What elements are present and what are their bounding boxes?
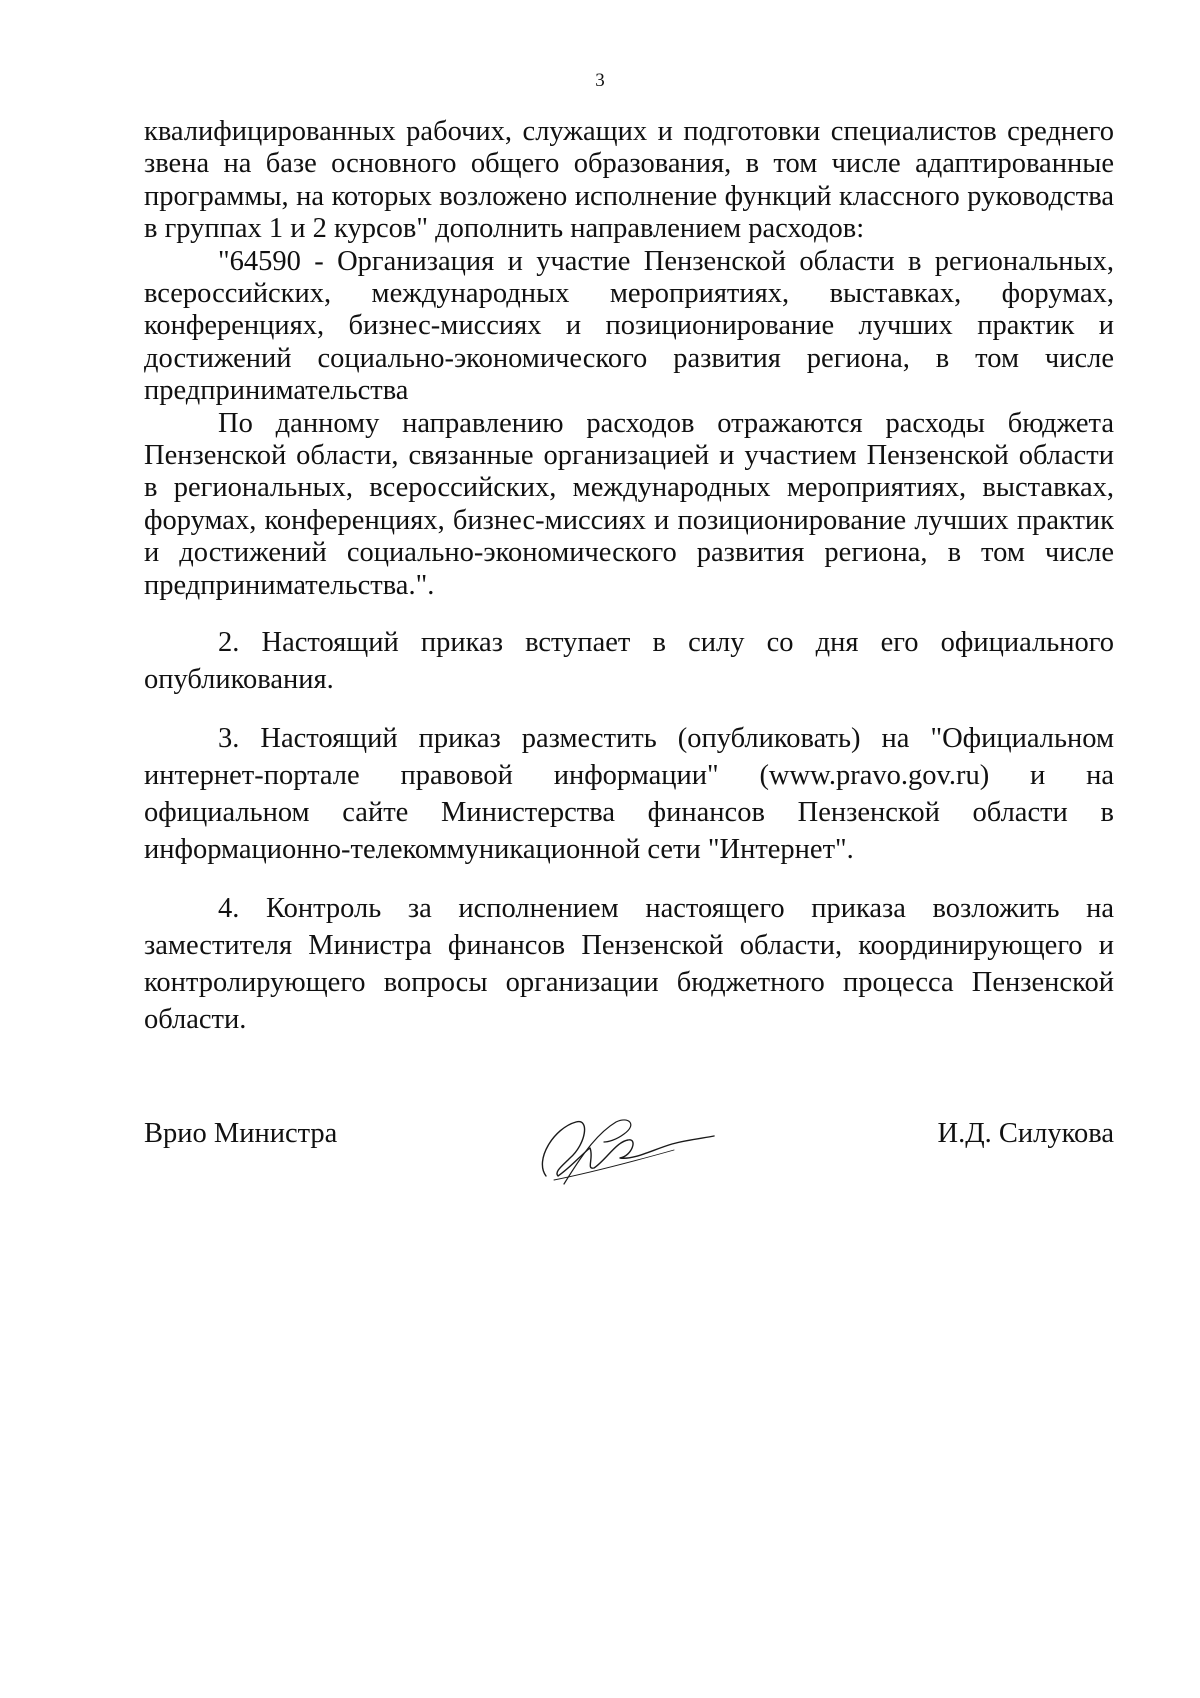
paragraph-item-2: 2. Настоящий приказ вступает в силу со дня его официального опубликования. — [144, 627, 1114, 696]
page-number: 3 — [595, 70, 605, 91]
paragraph-expense-description: По данному направлению расходов отражаются расходы бюджета Пензенской области, связанные организацией и участием Пензенской области в региональных, всероссийских, международных мероприятиях, выставках, форумах, конференциях, бизнес-миссиях и позиционирование лучших практик и достижений социально-экономического развития региона, в том числе предпринимательства.". — [144, 407, 1114, 601]
paragraph-expense-code: "64590 - Организация и участие Пензенской области в региональных, всероссийских, международных мероприятиях, выставках, форумах, конференциях, бизнес-миссиях и позиционирование лучших практик и достижений социально-экономического развития региона, в том числе предпринимательства — [144, 245, 1114, 407]
signature-block — [144, 1118, 1114, 1198]
paragraph-item-4: 4. Контроль за исполнением настоящего приказа возложить на заместителя Министра финансов Пензенской области, координирующего и контролирующего вопросы организации бюджетного процесса Пензенской области. — [144, 893, 1114, 1036]
signatory-name: И.Д. Силукова — [937, 1118, 1114, 1149]
signatory-position: Врио Министра — [144, 1118, 338, 1149]
handwritten-signature — [524, 1098, 724, 1198]
paragraph-item-3: 3. Настоящий приказ разместить (опубликовать) на "Официальном интернет-портале правовой информации" (www.pravo.gov.ru) и на официальном сайте Министерства финансов Пензенской области в информационно-телекоммуникационной сети "Интернет". — [144, 723, 1114, 866]
paragraph-continuation: квалифицированных рабочих, служащих и подготовки специалистов среднего звена на базе основного общего образования, в том числе адаптированные программы, на которых возложено исполнение функций классного руководства в группах 1 и 2 курсов" дополнить направлением расходов: — [144, 116, 1114, 245]
document-body — [144, 116, 1114, 1038]
